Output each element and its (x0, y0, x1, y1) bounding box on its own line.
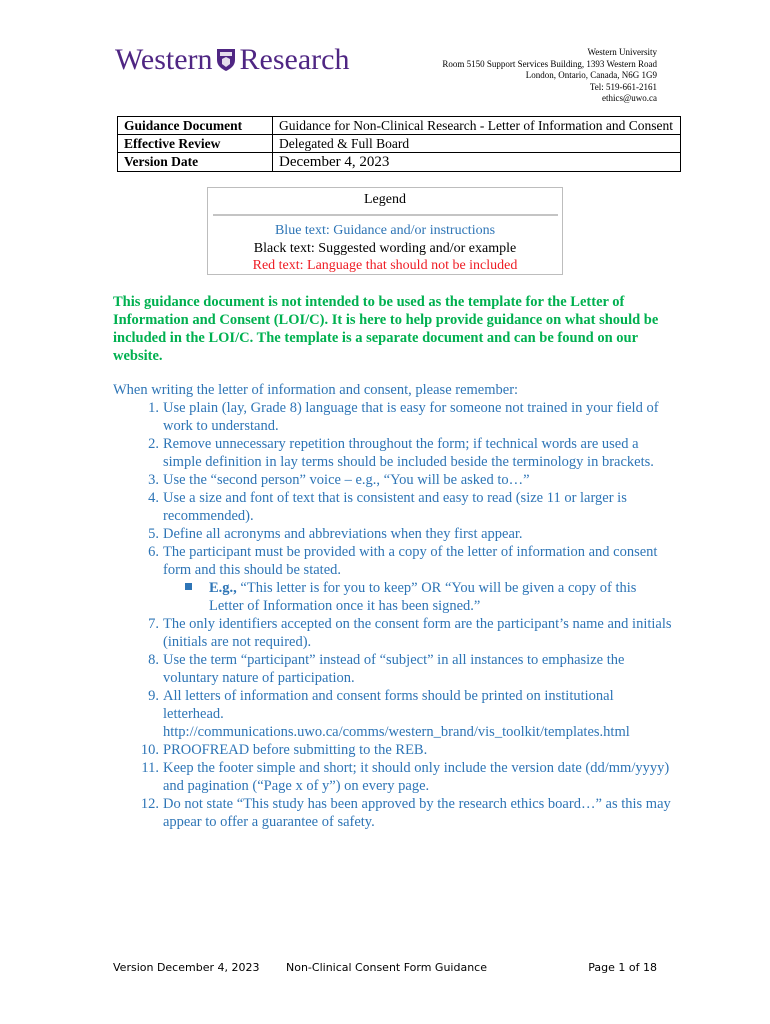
list-item (113, 795, 673, 831)
table-row (118, 135, 681, 153)
logo-western-text: Western (115, 43, 213, 76)
item-number: 5. (148, 526, 159, 542)
crest-icon (216, 48, 236, 72)
logo-research-text: Research (239, 43, 350, 76)
list-item (113, 525, 673, 543)
value-cell: December 4, 2023 (273, 153, 681, 172)
label-cell: Guidance Document (118, 117, 273, 135)
legend-divider (213, 214, 558, 216)
legend-red-line: Red text: Language that should not be included (252, 258, 518, 273)
item-text: The only identifiers accepted on the consent form are the participant’s name and initials (initials are not required). (163, 616, 672, 650)
item-text: Remove unnecessary repetition throughout the form; if technical words are used a simple definition in lay terms should be included beside the terminology in brackets. (163, 436, 654, 470)
legend-title: Legend (364, 192, 406, 207)
address-line: London, Ontario, Canada, N6G 1G9 (525, 70, 657, 80)
example-label: E.g., (209, 580, 237, 596)
list-item (113, 651, 673, 687)
item-text: Do not state “This study has been approved by the research ethics board…” as this may appear to offer a guarantee of safety. (163, 796, 671, 830)
guidance-intro: When writing the letter of information and consent, please remember: (113, 382, 519, 398)
item-number: 9. (148, 688, 159, 704)
western-research-logo (115, 42, 349, 78)
item-text: Use the “second person” voice – e.g., “You will be asked to…” (163, 472, 530, 488)
document-info-table (117, 116, 681, 172)
item-number: 10. (140, 742, 159, 758)
item-text: All letters of information and consent forms should be printed on institutional letterhead. http://communications.uwo.ca/comms/western_brand/vis_toolkit/templates.html (163, 688, 630, 740)
list-item (113, 759, 673, 795)
item-text: Use plain (lay, Grade 8) language that is easy for someone not trained in your field of work to understand. (163, 400, 659, 434)
item-number: 1. (148, 400, 159, 416)
item-number: 12. (140, 796, 159, 812)
item-text: The participant must be provided with a copy of the letter of information and consent form and this should be stated. (163, 544, 658, 578)
item-number: 7. (148, 616, 159, 632)
guidance-list-continued (113, 615, 673, 831)
legend-blue-line: Blue text: Guidance and/or instructions (274, 223, 496, 238)
label-cell: Effective Review (118, 135, 273, 153)
footer-page-number: Page 1 of 18 (588, 961, 657, 974)
template-notice: This guidance document is not intended to be used as the template for the Letter of Information and Consent (LOI/C). It is here to help provide guidance on what should be included in the LOI/C. The template is a separate document and can be found on our website. (113, 294, 659, 364)
value-cell: Delegated & Full Board (273, 135, 681, 153)
list-item (113, 471, 673, 489)
guidance-list (113, 399, 673, 579)
list-item (113, 687, 673, 741)
item-number: 2. (148, 436, 159, 452)
legend-box (207, 187, 563, 275)
square-bullet-icon (185, 583, 192, 590)
item-number: 3. (148, 472, 159, 488)
address-line: Tel: 519-661-2161 (589, 81, 657, 92)
address-line: Western University (587, 47, 657, 57)
footer-title: Non-Clinical Consent Form Guidance (286, 961, 487, 974)
item-number: 8. (148, 652, 159, 668)
label-cell: Version Date (118, 153, 273, 172)
guidance-section (113, 381, 673, 831)
item-text: Define all acronyms and abbreviations when they first appear. (163, 526, 523, 542)
list-item (113, 435, 673, 471)
item-text: PROOFREAD before submitting to the REB. (163, 742, 428, 758)
list-item (113, 489, 673, 525)
table-row (118, 117, 681, 135)
list-item (113, 399, 673, 435)
value-cell: Guidance for Non-Clinical Research - Letter of Information and Consent (273, 117, 681, 135)
item-number: 6. (148, 544, 159, 560)
legend-black-line: Black text: Suggested wording and/or example (253, 240, 517, 256)
list-item (113, 543, 673, 579)
item-text: Use a size and font of text that is consistent and easy to read (size 11 or larger is recommended). (163, 490, 627, 524)
item-text: Use the term “participant” instead of “subject” in all instances to emphasize the voluntary nature of participation. (163, 652, 625, 686)
item-text: Keep the footer simple and short; it should only include the version date (dd/mm/yyyy) and pagination (“Page x of y”) on every page. (163, 760, 670, 794)
address-line: Room 5150 Support Services Building, 1393 Western Road (442, 58, 657, 69)
example-text: “This letter is for you to keep” OR “You will be given a copy of this Letter of Information once it has been signed.” (209, 580, 637, 614)
contact-address (442, 47, 657, 105)
list-item (113, 741, 673, 759)
example-sub-item (113, 579, 673, 615)
list-item (113, 615, 673, 651)
item-number: 4. (148, 490, 159, 506)
footer-version: Version December 4, 2023 (113, 961, 260, 974)
item-number: 11. (141, 760, 159, 776)
table-row (118, 153, 681, 172)
address-email: ethics@uwo.ca (601, 93, 657, 103)
